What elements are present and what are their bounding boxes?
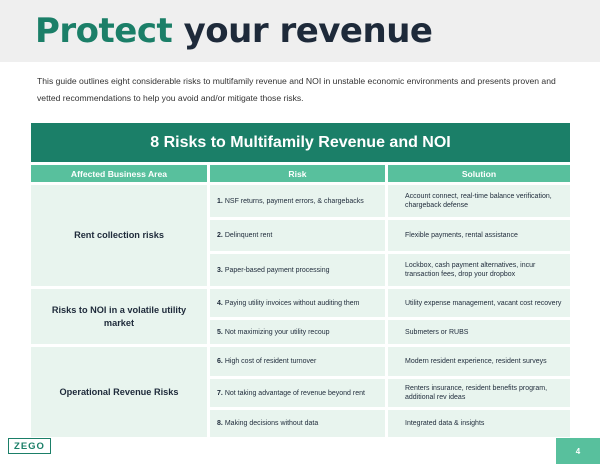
area-cell: Risks to NOI in a volatile utility market [31,289,207,344]
risk-cell [210,289,385,317]
risk-text: Paying utility invoices without auditing them [224,299,360,307]
table-header-row [31,165,570,182]
risks-table [31,123,570,437]
table-row [210,410,570,437]
header-risk: Risk [210,165,385,182]
risk-text: Paper-based payment processing [224,266,330,274]
risk-number: 8. [217,420,223,427]
risk-cell [210,347,385,376]
risk-number: 5. [217,328,223,336]
risk-cell [210,410,385,437]
zego-logo: ZEGO [8,438,51,454]
page-title [35,6,432,56]
title-rest: your revenue [183,11,433,51]
table-row [210,347,570,376]
page-number: 4 [556,438,600,464]
table-row [210,254,570,286]
solution-cell: Modern resident experience, resident surveys [388,347,570,376]
risk-text: Not maximizing your utility recoup [224,328,330,336]
risk-text: Not taking advantage of revenue beyond rent [224,389,365,397]
risk-number: 3. [217,266,223,274]
area-cell: Rent collection risks [31,185,207,286]
risk-cell [210,379,385,407]
solution-cell: Utility expense management, vacant cost recovery [388,289,570,317]
risk-text: Making decisions without data [224,420,319,427]
table-row [210,320,570,344]
solution-cell: Account connect, real-time balance verification, chargeback defense [388,185,570,217]
title-highlight: Protect [35,11,173,51]
risk-cell [210,220,385,251]
solution-cell: Lockbox, cash payment alternatives, incur transaction fees, drop your dropbox [388,254,570,286]
table-row [210,379,570,407]
solution-cell: Renters insurance, resident benefits program, additional rev ideas [388,379,570,407]
risk-text: Delinquent rent [224,232,273,239]
solution-cell: Submeters or RUBS [388,320,570,344]
group-operational [31,347,570,437]
risk-number: 1. [217,197,223,205]
risk-number: 6. [217,358,223,365]
header-solution: Solution [388,165,570,182]
intro-paragraph: This guide outlines eight considerable risks to multifamily revenue and NOI in unstable economic environments and presents proven and vetted recommendations to help you avoid and/or mitigate those risks. [37,76,556,103]
risk-number: 2. [217,232,223,239]
solution-cell: Integrated data & insights [388,410,570,437]
table-row [210,185,570,217]
risk-number: 4. [217,299,223,307]
risk-cell [210,185,385,217]
risk-cell [210,254,385,286]
risk-number: 7. [217,389,223,397]
solution-cell: Flexible payments, rental assistance [388,220,570,251]
risk-cell [210,320,385,344]
table-banner: 8 Risks to Multifamily Revenue and NOI [31,123,570,162]
area-cell: Operational Revenue Risks [31,347,207,437]
risk-text: NSF returns, payment errors, & chargebacks [224,197,364,205]
table-row [210,289,570,317]
group-utility-market [31,289,570,344]
header-affected-area: Affected Business Area [31,165,207,182]
table-row [210,220,570,251]
risk-text: High cost of resident turnover [224,358,317,365]
group-rent-collection [31,185,570,286]
